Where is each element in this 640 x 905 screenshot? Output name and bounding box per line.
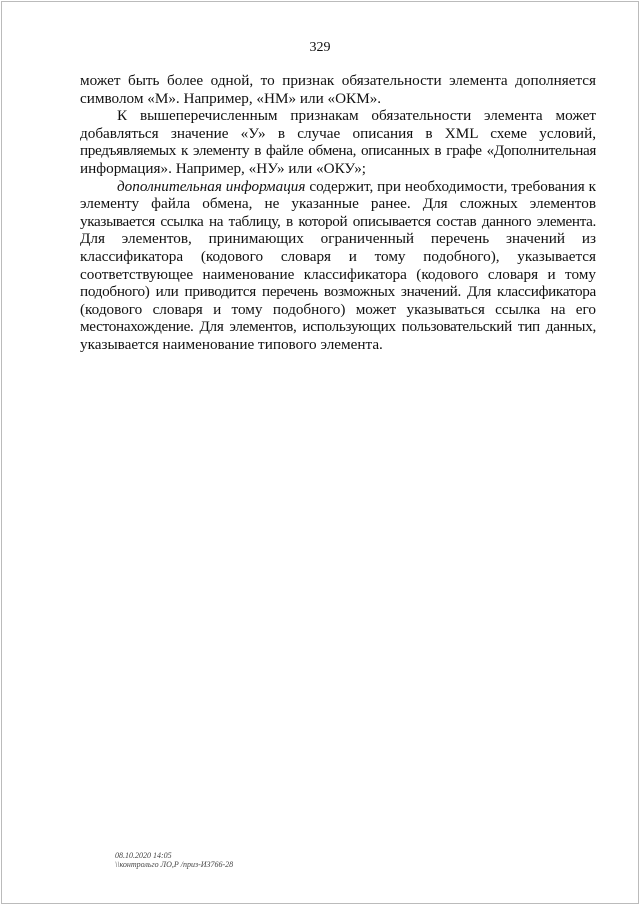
text-line: подобного) или приводится перечень возможных значений. Для классификатора	[80, 283, 596, 301]
footer-timestamp: 08.10.2020 14:05	[115, 851, 172, 860]
text-line: указывается наименование типового элемента.	[80, 335, 383, 353]
text-line: предъявляемых к элементу в файле обмена, описанных в графе «Дополнительная	[80, 142, 596, 160]
page-number: 329	[309, 40, 331, 55]
footer-path: \\контрольго ЛО,Р /приз-ИЗ766-28	[115, 860, 234, 869]
text-line: указывается ссылка на таблицу, в которой описывается состав данного элемента.	[80, 212, 596, 230]
text-line: (кодового словаря и тому подобного) может указываться ссылка на его	[80, 300, 596, 318]
text-line: элементу файла обмена, не указанные ранее. Для сложных элементов	[80, 195, 596, 213]
text-line: классификатора (кодового словаря и тому подобного), указывается	[80, 247, 596, 265]
text-line: Для элементов, принимающих ограниченный перечень значений из	[80, 230, 596, 248]
text-line: соответствующее наименование классификатора (кодового словаря и тому	[80, 265, 596, 283]
text-line: может быть более одной, то признак обязательности элемента дополняется	[80, 72, 596, 89]
text-line: информация». Например, «НУ» или «ОКУ»;	[80, 159, 367, 177]
text-line: местонахождение. Для элементов, использующих пользовательский тип данных,	[80, 318, 596, 336]
italic-term: дополнительная информация	[117, 177, 306, 195]
text-line: символом «М». Например, «НМ» или «ОКМ».	[80, 89, 382, 107]
text-line: К вышеперечисленным признакам обязательности элемента может	[117, 107, 596, 125]
text-line-with-term	[80, 178, 596, 196]
text-fragment: содержит, при необходимости, требования к	[309, 177, 596, 195]
footer-stamp	[115, 851, 233, 869]
document-body	[80, 72, 596, 354]
text-line: добавляться значение «У» в случае описания в XML схеме условий,	[80, 124, 596, 142]
